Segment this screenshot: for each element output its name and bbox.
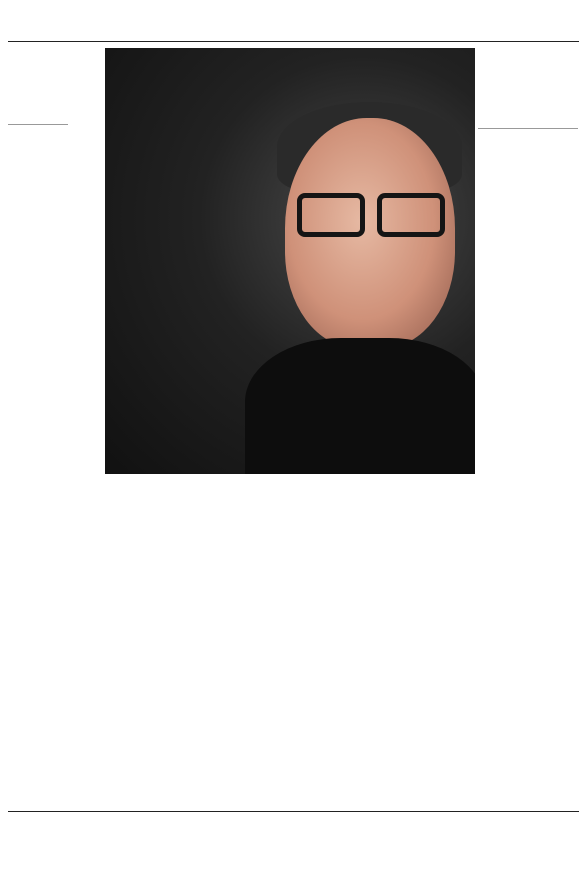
article1-col2 [105,488,191,808]
article1-col1 [8,124,102,807]
pull-quote-2 [193,560,277,563]
info-box [478,128,578,131]
masthead [0,0,587,42]
portrait-body [245,338,475,474]
article1-col3 [282,488,374,808]
masthead-rule [8,41,579,42]
article1-col4 [378,488,474,808]
byline [8,124,68,129]
glasses-icon [297,193,447,231]
section-divider [8,811,579,812]
portrait-photo [105,48,475,474]
article1-col2b [193,488,279,618]
article1-col5 [478,124,578,807]
